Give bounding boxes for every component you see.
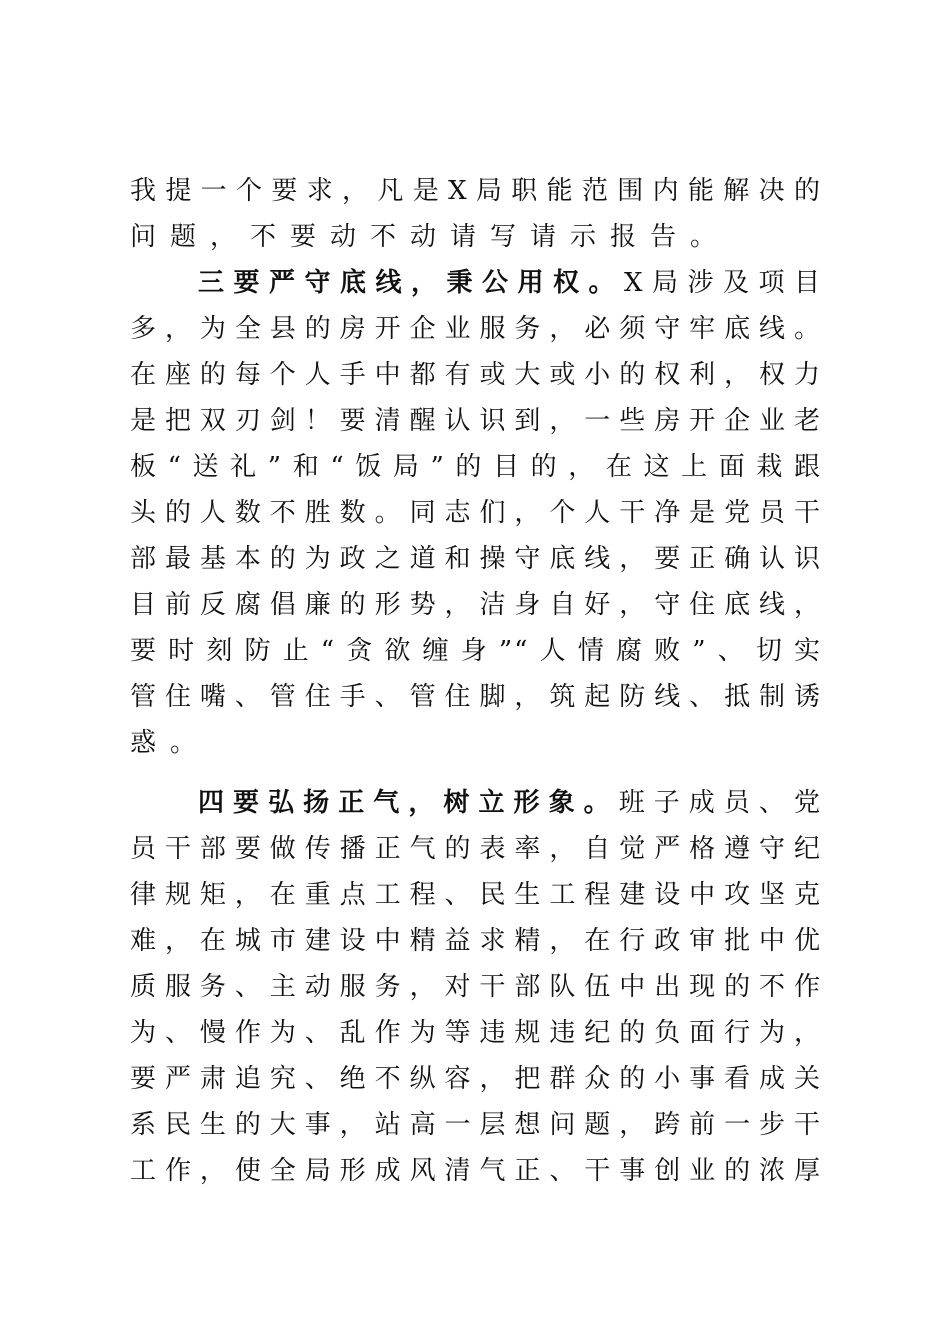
paragraph-2-line-8: 目前反腐倡廉的形势，洁身自好，守住底线，: [130, 590, 822, 620]
paragraph-2-line-2: 多，为全县的房开企业服务，必须守牢底线。: [130, 314, 822, 344]
paragraph-3-line-1-text: 班子成员、党: [618, 788, 822, 818]
paragraph-2-line-1-text: X局涉及项目: [623, 268, 822, 298]
paragraph-3-line-3: 律规矩，在重点工程、民生工程建设中攻坚克: [130, 880, 822, 910]
paragraph-3-line-8: 系民生的大事，站高一层想问题，跨前一步干: [130, 1110, 822, 1140]
document-body: [130, 168, 822, 1194]
paragraph-3-line-6: 为、慢作为、乱作为等违规违纪的负面行为，: [130, 1018, 822, 1048]
paragraph-2-line-3: 在座的每个人手中都有或大或小的权利，权力: [130, 360, 822, 390]
paragraph-2-line-7: 部最基本的为政之道和操守底线，要正确认识: [130, 544, 822, 574]
paragraph-3-line-5: 质服务、主动服务，对干部队伍中出现的不作: [130, 972, 822, 1002]
paragraph-2-line-5: 板“送礼”和“饭局”的目的，在这上面栽跟: [130, 452, 822, 482]
paragraph-2-line-10: 管住嘴、管住手、管住脚，筑起防线、抵制诱: [130, 682, 822, 712]
paragraph-2-line-9: 要时刻防止“贪欲缠身”“人情腐败”、切实: [130, 636, 822, 666]
paragraph-2-line-4: 是把双刃剑！要清醒认识到，一些房开企业老: [130, 406, 822, 436]
paragraph-3-line-7: 要严肃追究、绝不纵容，把群众的小事看成关: [130, 1064, 822, 1094]
paragraph-3-line-4: 难，在城市建设中精益求精，在行政审批中优: [130, 926, 822, 956]
paragraph-3-line-2: 员干部要做传播正气的表率，自觉严格遵守纪: [130, 834, 822, 864]
paragraph-1-line-2: 问题，不要动不动请写请示报告。: [130, 222, 731, 252]
paragraph-2-line-11: 惑。: [130, 728, 211, 758]
paragraph-2-line-6: 头的人数不胜数。同志们，个人干净是党员干: [130, 498, 822, 528]
paragraph-1-line-1: 我提一个要求，凡是X局职能范围内能解决的: [130, 176, 822, 206]
section-heading-4: 四要弘扬正气，树立形象。: [198, 788, 619, 818]
paragraph-gap: [130, 766, 822, 780]
section-heading-3: 三要严守底线，秉公用权。: [198, 268, 624, 298]
paragraph-3-line-9: 工作，使全局形成风清气正、干事创业的浓厚: [130, 1156, 822, 1186]
paragraph-3-line-1: [130, 780, 822, 826]
paragraph-2-line-1: [130, 260, 822, 306]
